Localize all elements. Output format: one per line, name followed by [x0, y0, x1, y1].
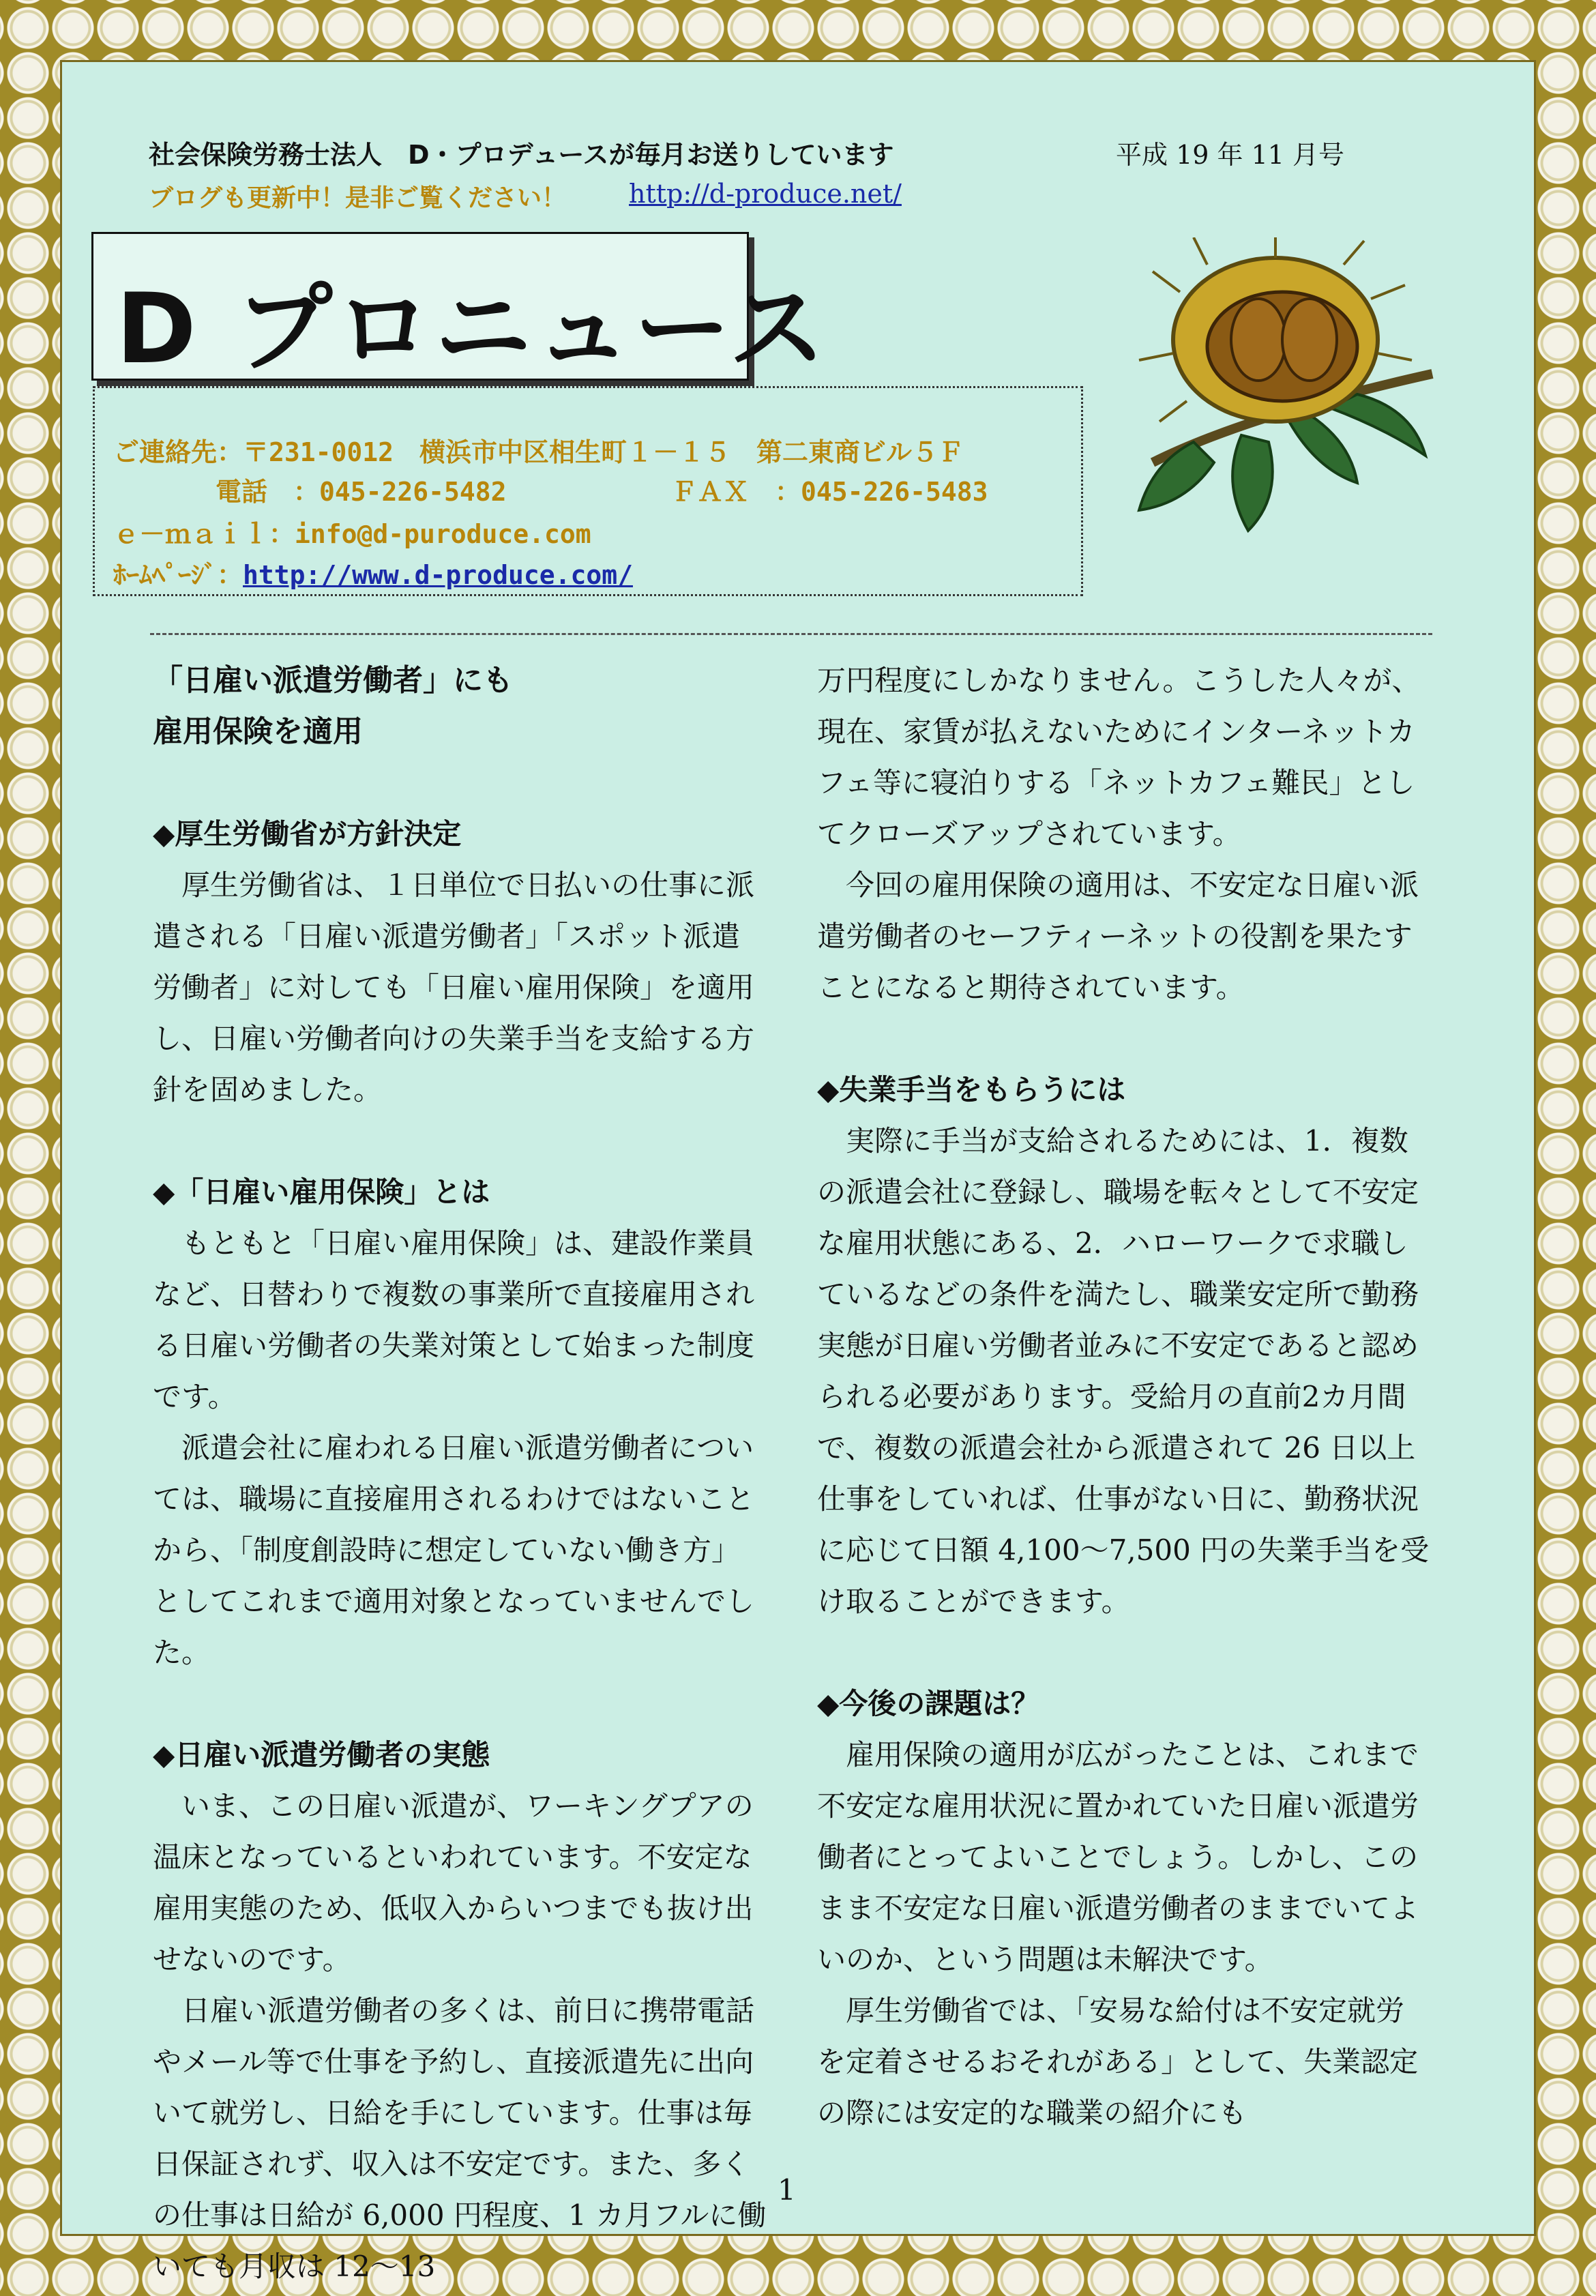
article-paragraph: 派遣会社に雇われる日雇い派遣労働者については、職場に直接雇用されるわけではないことから、「制度創設時に想定していない働き方」としてこれまで適用対象となっていませんでした。 — [153, 1431, 755, 1669]
article-paragraph: 日雇い派遣労働者の多くは、前日に携帯電話やメール等で仕事を予約し、直接派遣先に出向いて就労し、日給を手にしています。仕事は毎日保証されず、収入は不安定です。また、多くの仕事は日給が 6,000 円程度、1 カ月フルに働いても月収は 12～13 — [153, 1994, 767, 2283]
blog-notice: ブログも更新中！是非ご覧ください！ — [149, 184, 567, 212]
article-paragraph: 実際に手当が支給されるためには、1．複数の派遣会社に登録し、職場を転々として不安定な雇用状態にある、2．ハローワークで求職しているなどの条件を満たし、職業安定所で勤務実態が日雇い労働者並みに不安定であると認められる必要があります。受給月の直前2カ月間で、複数の派遣会社から派遣されて 26 日以上仕事をしていれば、仕事がない日に、勤務状況に応じて日額 4,100～7,500 円の失業手当を受け取ることができます。 — [817, 1124, 1430, 1618]
page-number: 1 — [778, 2173, 796, 2207]
contact-address: ご連絡先：〒231-0012 横浜市中区相生町１－１５ 第二東商ビル５Ｆ — [113, 437, 964, 467]
article-paragraph: もともと「日雇い雇用保険」は、建設作業員など、日替わりで複数の事業所で直接雇用される日雇い労働者の失業対策として始まった制度です。 — [153, 1226, 755, 1413]
contact-email: ｅ－ｍａｉｌ：info@d-puroduce.com — [113, 519, 591, 549]
article-left-column — [153, 655, 767, 2292]
contact-phone: 電話 ：045-226-5482 — [216, 477, 507, 507]
homepage-label: ﾎｰﾑﾍﾟｰｼﾞ： — [113, 560, 243, 590]
article-paragraph: 万円程度にしかなりません。こうした人々が、現在、家賃が払えないためにインターネットカフェ等に寝泊りする「ネットカフェ難民」としてクローズアップされています。 — [817, 664, 1421, 851]
article-paragraph: 厚生労働省は、１日単位で日払いの仕事に派遣される「日雇い派遣労働者」「スポット派遣労働者」に対しても「日雇い雇用保険」を適用し、日雇い労働者向けの失業手当を支給する方針を固めました。 — [153, 868, 755, 1106]
blog-link[interactable]: http://d-produce.net/ — [629, 179, 902, 209]
section-heading: ◆「日雇い雇用保険」とは — [153, 1175, 490, 1209]
section-heading: ◆失業手当をもらうには — [817, 1073, 1126, 1106]
chestnut-illustration — [1112, 237, 1466, 538]
article-title-line1: 「日雇い派遣労働者」にも — [153, 663, 513, 698]
contact-fax: ＦＡＸ ：045-226-5483 — [671, 477, 988, 507]
newsletter-title: D プロニュース — [116, 273, 829, 385]
article-paragraph: 今回の雇用保険の適用は、不安定な日雇い派遣労働者のセーフティーネットの役割を果たすことになると期待されています。 — [817, 868, 1419, 1004]
homepage-link[interactable]: http://www.d-produce.com/ — [243, 560, 633, 590]
article-title-line2: 雇用保険を適用 — [153, 714, 363, 749]
section-heading: ◆厚生労働省が方針決定 — [153, 817, 462, 851]
article-right-column — [817, 655, 1431, 2138]
article-paragraph: いま、この日雇い派遣が、ワーキングプアの温床となっているといわれています。不安定な雇用実態のため、低収入からいつまでも抜け出せないのです。 — [153, 1789, 754, 1976]
article-paragraph: 厚生労働省では、「安易な給付は不安定就労を定着させるおそれがある」として、失業認定の際には安定的な職業の紹介にも — [817, 1994, 1419, 2130]
article-paragraph: 雇用保険の適用が広がったことは、これまで不安定な雇用状況に置かれていた日雇い派遣労働者にとってよいことでしょう。しかし、このまま不安定な日雇い派遣労働者のままでいてよいのか、という問題は未解決です。 — [817, 1738, 1419, 1976]
divider — [150, 633, 1432, 635]
section-heading: ◆今後の課題は？ — [817, 1687, 1040, 1720]
issue-date: 平成 19 年 11 月号 — [1116, 140, 1345, 170]
section-heading: ◆日雇い派遣労働者の実態 — [153, 1738, 490, 1771]
publisher-line: 社会保険労務士法人 D・プロデュースが毎月お送りしています — [149, 140, 894, 170]
